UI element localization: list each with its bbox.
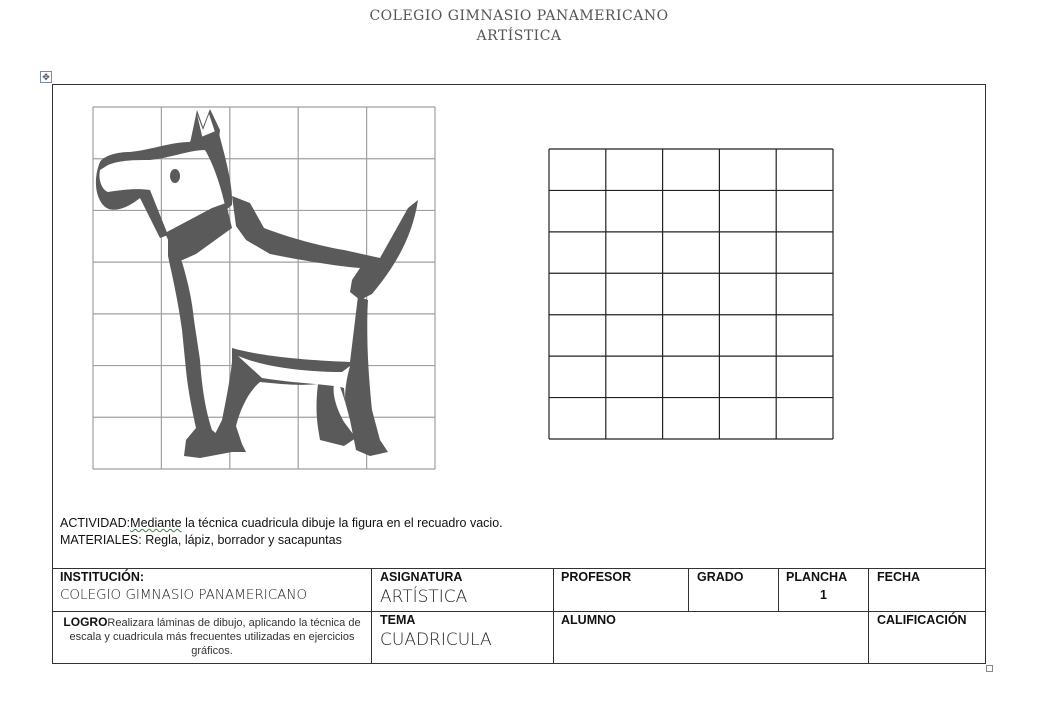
table-col-rule: [688, 568, 689, 611]
calificacion-label: CALIFICACIÓN: [877, 613, 967, 627]
tema-value: CUADRICULA: [380, 630, 492, 650]
subject-title: ARTÍSTICA: [476, 28, 562, 44]
dog-figure-icon: [96, 109, 418, 458]
logro-cell: [56, 615, 368, 658]
empty-drawing-grid[interactable]: [548, 148, 834, 440]
profesor-label: PROFESOR: [561, 570, 632, 584]
activity-text-link: Mediante: [130, 516, 182, 530]
materials-line: [60, 532, 503, 549]
activity-text: la técnica cuadricula dibuje la figura en el recuadro vacio.: [181, 516, 503, 530]
table-col-rule: [868, 568, 869, 664]
grado-label: GRADO: [697, 570, 744, 584]
table-mid-rule: [52, 611, 986, 612]
alumno-label: ALUMNO: [561, 613, 616, 627]
logro-label: LOGRO: [63, 615, 108, 629]
institucion-label: INSTITUCIÓN:: [60, 570, 145, 584]
table-col-rule: [778, 568, 779, 611]
school-title: COLEGIO GIMNASIO PANAMERICANO: [369, 8, 669, 24]
table-col-rule: [371, 568, 372, 664]
logro-text: Realizara láminas de dibujo, aplicando la técnica de escala y cuadricula más frecuentes utilizadas en ejercicios gráficos.: [69, 617, 361, 657]
activity-label: ACTIVIDAD:: [60, 516, 131, 530]
table-resize-handle[interactable]: [986, 665, 993, 672]
activity-line: [60, 515, 503, 532]
reference-grid: [92, 106, 436, 470]
tema-label: TEMA: [380, 613, 416, 627]
asignatura-value: ARTÍSTICA: [380, 587, 468, 607]
institucion-value: COLEGIO GIMNASIO PANAMERICANO: [60, 587, 308, 603]
asignatura-label: ASIGNATURA: [380, 570, 463, 584]
materials-text: Regla, lápiz, borrador y sacapuntas: [141, 533, 342, 547]
plancha-label: PLANCHA: [786, 570, 848, 584]
table-col-rule: [553, 568, 554, 664]
move-anchor-icon[interactable]: ✥: [40, 71, 52, 83]
fecha-label: FECHA: [877, 570, 921, 584]
materials-label: MATERIALES:: [60, 533, 142, 547]
activity-instructions: [60, 515, 503, 549]
table-top-rule: [52, 568, 986, 569]
plancha-value: 1: [820, 588, 827, 602]
